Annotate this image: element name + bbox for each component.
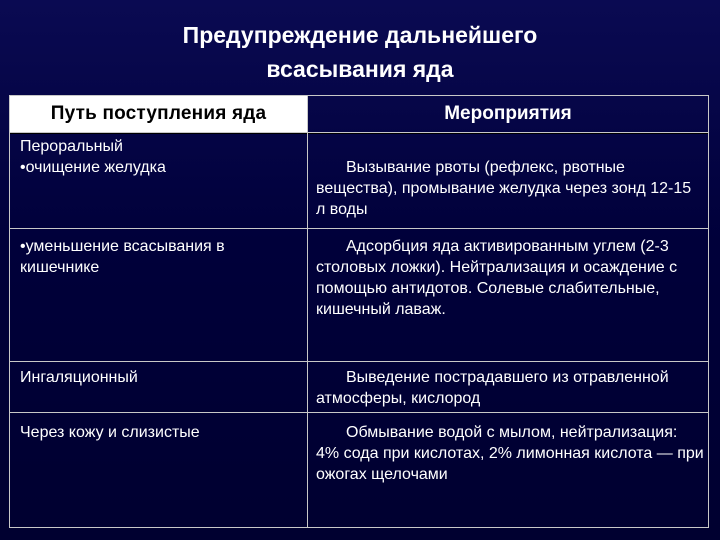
row-divider [10, 228, 708, 229]
table-row-4-route: Через кожу и слизистые [20, 424, 200, 441]
table-row-3-route: Ингаляционный [20, 369, 138, 386]
row-divider [10, 361, 708, 362]
route-title-oral: Пероральный [20, 138, 123, 155]
measures-table [9, 95, 709, 528]
table-row-2-measures: Адсорбция яда активированным углем (2-3 столовых ложки). Нейтрализация и осаждение с помощью антидотов. Солевые слабительные, кишечный лаваж. [316, 238, 678, 318]
header-measures: Мероприятия [444, 103, 572, 124]
table-row-1-measures: Вызывание рвоты (рефлекс, рвотные вещества), промывание желудка через зонд 12-15 л воды [316, 159, 692, 218]
header-route: Путь поступления яда [10, 96, 307, 132]
slide-title [0, 18, 720, 86]
table-row-3-measures: Выведение пострадавшего из отравленной атмосферы, кислород [316, 369, 669, 407]
table-row-4-measures: Обмывание водой с мылом, нейтрализация: 4% сода при кислотах, 2% лимонная кислота — при ожогах щелочами [316, 424, 704, 483]
title-line-1: Предупреждение дальнейшего [182, 22, 538, 48]
table-row-1-route [20, 136, 302, 178]
table-row-2-route: •уменьшение всасывания в кишечнике [20, 238, 225, 276]
row-divider [10, 412, 708, 413]
table-header-row [10, 96, 708, 133]
title-line-2: всасывания яда [266, 56, 454, 82]
column-divider [307, 96, 308, 527]
route-gastric-cleansing: •очищение желудка [20, 159, 166, 176]
